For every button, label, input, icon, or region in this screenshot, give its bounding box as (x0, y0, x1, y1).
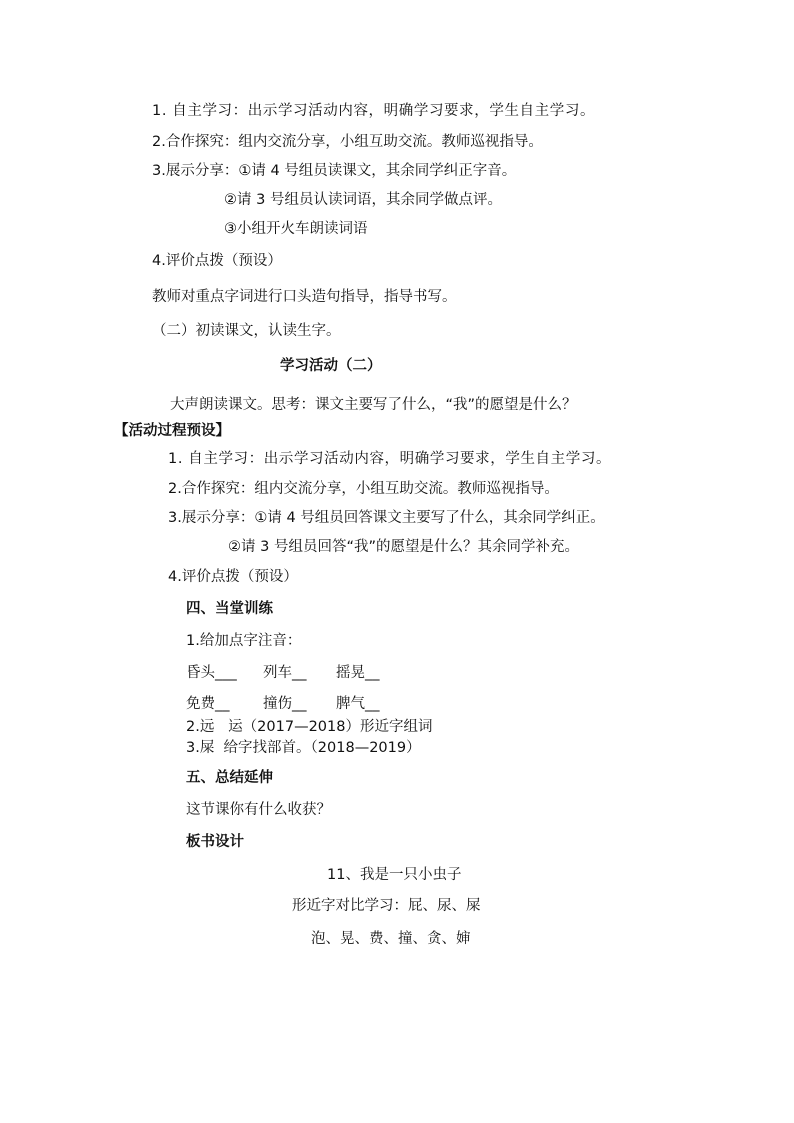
q1-word: 昏头___ (186, 665, 237, 681)
q1-word: 列车__ (263, 665, 307, 681)
q1-word: 免费__ (186, 696, 230, 712)
practice-heading: 四、当堂训练 (186, 601, 273, 617)
summary-question: 这节课你有什么收获？ (186, 802, 331, 818)
summary-heading: 五、总结延伸 (186, 770, 273, 786)
activity1-step4: 4.评价点拨（预设） (152, 253, 282, 269)
board-line1: 形近字对比学习：屁、尿、屎 (292, 898, 481, 914)
activity2-step1: 1. 自主学习：出示学习活动内容，明确学习要求，学生自主学习。 (168, 451, 612, 467)
board-title: 11、我是一只小虫子 (327, 867, 462, 883)
board-line2: 泡、晃、费、撞、贪、婶 (311, 931, 471, 947)
activity2-step3b: ②请 3 号组员回答“我”的愿望是什么？其余同学补充。 (228, 539, 579, 555)
board-heading: 板书设计 (186, 834, 244, 850)
practice-q2: 2.远 运（2017—2018）形近字组词 (186, 719, 433, 735)
activity2-step2: 2.合作探究：组内交流分享，小组互助交流。教师巡视指导。 (168, 481, 559, 497)
activity2-step3: 3.展示分享：①请 4 号组员回答课文主要写了什么，其余同学纠正。 (168, 510, 605, 526)
activity1-step3c: ③小组开火车朗读词语 (224, 221, 368, 237)
activity2-step4: 4.评价点拨（预设） (168, 569, 298, 585)
activity2-title: 学习活动（二） (280, 358, 382, 374)
q1-word: 摇晃__ (336, 665, 380, 681)
activity1-step1: 1. 自主学习：出示学习活动内容，明确学习要求，学生自主学习。 (152, 103, 596, 119)
activity1-step3b: ②请 3 号组员认读词语，其余同学做点评。 (224, 192, 502, 208)
q1-word: 脾气__ (336, 696, 380, 712)
section2-heading: （二）初读课文，认读生字。 (152, 323, 341, 339)
process-label: 【活动过程预设】 (114, 423, 230, 439)
practice-q3: 3.屎 给字找部首。（2018—2019） (186, 740, 421, 756)
activity1-step2: 2.合作探究：组内交流分享，小组互助交流。教师巡视指导。 (152, 134, 543, 150)
activity2-task: 大声朗读课文。思考：课文主要写了什么，“我”的愿望是什么？ (170, 397, 577, 413)
q1-word: 撞伤__ (263, 696, 307, 712)
activity1-step3: 3.展示分享：①请 4 号组员读课文，其余同学纠正字音。 (152, 163, 517, 179)
practice-q1: 1.给加点字注音： (186, 633, 302, 649)
teacher-note: 教师对重点字词进行口头造句指导，指导书写。 (152, 289, 457, 305)
